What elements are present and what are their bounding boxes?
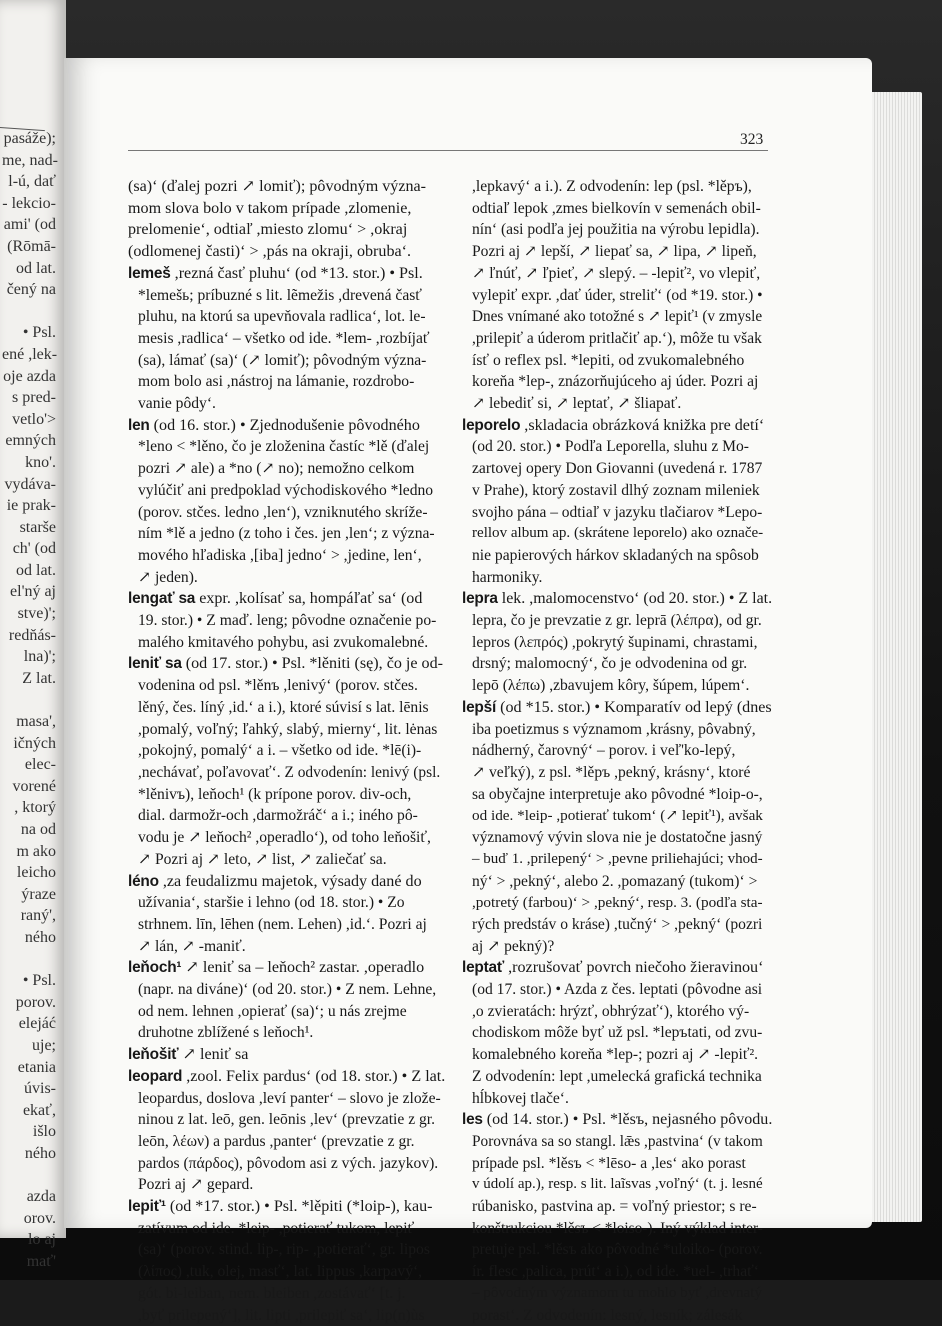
entry-text: zartovej opery Don Giovanni (uvedená r. 1787	[472, 460, 763, 478]
left-page-fragment: ekať,	[22, 1101, 56, 1119]
header-rule	[128, 150, 768, 151]
left-page-fragment	[2, 689, 62, 711]
text-line	[462, 285, 772, 307]
entry-text: (od *15. stor.) • Komparatív od lepý (dnes	[496, 698, 772, 716]
entry-text: iba poetizmus s významom ,krásny, pôvabný,	[472, 720, 756, 738]
text-line	[128, 697, 450, 719]
text-line	[128, 1022, 450, 1044]
entry-text: (sa)‘ (ďalej pozri ↗ lomiť); pôvodným význa-	[128, 178, 427, 195]
text-line	[128, 805, 450, 827]
left-page-fragment	[2, 949, 62, 971]
text-line	[462, 914, 772, 936]
text-line	[462, 892, 772, 914]
text-line	[462, 632, 772, 654]
text-line	[462, 1218, 772, 1240]
page-number: 323	[740, 131, 764, 148]
text-line	[462, 675, 772, 697]
text-line	[462, 328, 772, 350]
entry-text: lek. ,malomocenstvo‘ (od 20. stor.) • Z lat.	[497, 590, 773, 608]
entry-text: ný‘ > ,pekný‘, alebo 2. ,pomazaný (tukom)‘ >	[472, 872, 758, 890]
text-line	[462, 827, 772, 849]
text-line	[462, 371, 772, 393]
entry-text: komalebného koreňa *lep-; pozri aj ↗ -lepiť².	[472, 1046, 759, 1064]
text-line	[462, 979, 772, 1001]
entry-text: *lěnivъ), leňoch¹ (k prípone porov. div-och,	[138, 785, 412, 803]
text-line	[128, 502, 450, 524]
left-page-fragment: el'ný aj	[10, 583, 56, 601]
text-line	[462, 740, 772, 762]
text-line	[128, 415, 450, 437]
left-page-fragment: ie prak-	[6, 497, 56, 515]
entry-text: ním *lě a jedno (z toho i čes. jen ,len‘; z význa-	[138, 525, 435, 543]
entry-text: pardos (πάρδος), pôvodom asi z vých. jazykov).	[138, 1154, 439, 1172]
entry-text: vodu je ↗ leňoch² ,operadlo‘), od toho leňošiť,	[138, 829, 431, 847]
entry-text: ,za feudalizmu majetok, výsady dané do	[158, 872, 422, 890]
entry-text: ↗ ľnúť, ↗ ľpieť, ↗ slepý. – -lepiť², vo vlepiť,	[472, 264, 761, 282]
text-line	[128, 350, 450, 372]
text-line	[462, 393, 772, 415]
text-line	[462, 871, 772, 893]
text-line	[462, 198, 772, 220]
text-line	[128, 328, 450, 350]
text-line	[128, 198, 450, 220]
entry-text: ↗ leniť sa – leňoch² zastar. ,operadlo	[181, 959, 425, 977]
left-page-fragment: pasáže);	[3, 130, 56, 147]
text-line	[128, 545, 450, 567]
entry-headword: les	[462, 1111, 483, 1129]
left-page-fragment: stve)';	[17, 605, 56, 623]
text-line	[128, 1261, 450, 1283]
entry-text: (odlomenej časti)‘ > ,pás na okraji, obruba‘.	[128, 243, 412, 261]
entry-text: harmoniky.	[472, 568, 543, 586]
entry-text: odtiaľ lepok ,zmes bielkovín v semenách obil-	[472, 199, 761, 217]
text-line	[462, 350, 772, 372]
entry-text: Z odvodenín: lept ,umelecká grafická technika	[472, 1067, 762, 1085]
text-line	[462, 1066, 772, 1088]
text-line	[128, 762, 450, 784]
entry-headword: leňošiť	[128, 1046, 179, 1064]
entry-text: (λίπος) ,tuk, olej, masť‘, lat. lippus ,karpavý‘,	[138, 1263, 423, 1281]
text-line	[462, 1153, 772, 1175]
text-line	[128, 1196, 450, 1218]
text-line	[128, 1131, 450, 1153]
entry-text: konštrukciou *lěsъ < *loiso-). Iný výklad inter-	[472, 1219, 763, 1237]
entry-text: porast‘. Z odvodenín: lesný, lesník; zálesák	[472, 1306, 743, 1324]
text-line	[128, 632, 450, 654]
entry-text: významový vývin slova nie je dostatočne jasný	[472, 829, 763, 847]
left-column	[128, 176, 450, 1326]
entry-text: mom slova bolo v takom prípade ,zlomenie,	[128, 199, 412, 217]
text-line	[462, 1196, 772, 1218]
entry-text: od nem. lehnen ,opierať (sa)‘; u nás zrejme	[138, 1002, 407, 1020]
entry-text: druhotne zblížené s leňoch¹.	[138, 1024, 314, 1042]
entry-text: Dnes vnímané ako totožné s ↗ lepiť¹ (v zmysle	[472, 308, 763, 326]
left-page	[0, 0, 66, 1270]
left-page-fragment: ného	[24, 928, 56, 946]
text-line	[462, 1109, 772, 1131]
left-page-fragment: vetlo'>	[12, 410, 56, 428]
text-line	[128, 458, 450, 480]
entry-text: strhnem. līn, lēhen (nem. Lehen) ,id.‘. Pozri aj	[138, 915, 427, 933]
left-page-fragment: elejáć	[18, 1015, 56, 1033]
entry-text: nín‘ (asi podľa jej použitia na výrobu lepidla).	[472, 221, 760, 239]
text-line	[462, 1261, 772, 1283]
entry-text: leopardus, doslova ,leví panter‘ – slovo je zlože-	[138, 1089, 441, 1107]
left-page-fragment: elec-	[24, 756, 56, 774]
entry-text: *leno < *lěno, čo je zloženina častíc *lě (ďalej	[138, 438, 430, 456]
left-page-fragment: kno'.	[25, 453, 56, 471]
entry-text: sa obyčajne interpretuje ako pôvodné *loip-o-,	[472, 785, 763, 803]
left-page-fragment: orov.	[23, 1209, 56, 1227]
left-page-fragment: me, nad-	[2, 151, 58, 169]
entry-text: ↗ Pozri aj ↗ leto, ↗ list, ↗ zaliečať sa.	[138, 850, 387, 868]
entry-text: (porov. stčes. ledno ,len‘), vzniknutého skríže-	[138, 503, 428, 521]
text-line	[128, 653, 450, 675]
text-line	[462, 719, 772, 741]
entry-text: nie papierových hárkov skladaných na spôsob	[472, 546, 759, 564]
text-line	[462, 588, 772, 610]
text-line	[462, 502, 772, 524]
left-page-fragment: redňás-	[8, 626, 56, 644]
entry-text: pretuje psl. *lěsъ ako pôvodné *uloiko- (porov.	[472, 1241, 763, 1259]
entry-text: ,rozrušovať povrch niečoho žieravinou‘	[504, 959, 764, 977]
left-page-fragment: na od	[20, 821, 56, 838]
entry-text: ,skladacia obrázková knižka pre detí‘	[520, 416, 765, 434]
entry-text: gót. bi-leiban, nem. bleiben ,zostávať‘ [t. j.	[138, 1284, 406, 1302]
text-line	[462, 1022, 772, 1044]
entry-text: v údolí ap.), resp. s lit. laĩsvas ,voľný‘ (t. j. lesné	[472, 1176, 763, 1193]
text-line	[128, 892, 450, 914]
entry-text: – buď 1. ,prilepený‘ > ,pevne priliehajúci; vhod-	[472, 850, 763, 867]
text-line	[462, 1305, 772, 1326]
text-line	[128, 306, 450, 328]
left-page-fragment: od lat.	[16, 259, 56, 277]
entry-text: prípade psl. *lěsъ < *lēso- a ,les‘ ako porast	[472, 1154, 746, 1172]
entry-headword: lepší	[462, 698, 497, 716]
text-line	[462, 1044, 772, 1066]
left-page-fragment: - lekcio-	[2, 194, 56, 212]
entry-text: (napr. na diváne)‘ (od 20. stor.) • Z nem. Lehne,	[138, 981, 437, 999]
text-line	[128, 1218, 450, 1240]
text-line	[128, 784, 450, 806]
left-page-fragment: masa',	[16, 713, 56, 731]
left-page-fragment: , ktorý	[14, 799, 56, 817]
text-line	[462, 523, 772, 545]
left-page-fragment	[2, 301, 62, 323]
entry-text: 19. stor.) • Z maď. leng; pôvodne označenie po-	[138, 612, 437, 630]
entry-headword: lepiť¹	[128, 1198, 166, 1216]
right-column	[462, 176, 772, 1326]
left-page-text	[2, 128, 62, 1272]
left-page-fragment: ami' (od	[3, 216, 56, 234]
entry-text: – pôvodným významom tu mohlo byť ,drevnatý	[472, 1284, 762, 1301]
text-line	[128, 176, 450, 198]
text-line	[128, 1001, 450, 1023]
text-line	[128, 610, 450, 632]
text-line	[462, 436, 772, 458]
left-page-fragment: úvis-	[24, 1080, 56, 1098]
left-page-fragment	[2, 1165, 62, 1187]
entry-text: ,rezná časť pluhu‘ (od *13. stor.) • Psl.	[170, 264, 423, 282]
left-page-fragment: ené ,lek-	[2, 345, 58, 363]
text-line	[128, 1109, 450, 1131]
left-page-fragment: čený na	[6, 281, 56, 299]
text-line	[462, 241, 772, 263]
left-page-fragment: ného	[24, 1144, 56, 1162]
text-line	[462, 480, 772, 502]
entry-text: prelomenie‘, odtiaľ ,miesto zlomu‘ > ,okraj	[128, 221, 408, 239]
entry-text: ,nechávať, poľavovať‘. Z odvodenín: lenivý (psl.	[138, 763, 441, 781]
entry-text: ninou z lat. leō, gen. leōnis ,lev‘ (prevzatie z gr.	[138, 1111, 436, 1129]
text-line	[128, 1153, 450, 1175]
entry-text: (od 16. stor.) • Zjednodušenie pôvodného	[149, 416, 420, 434]
text-line	[128, 241, 450, 263]
text-line	[462, 1001, 772, 1023]
left-page-fragment: • Psl.	[22, 972, 56, 990]
text-line	[128, 371, 450, 393]
entry-text: lepō (λέπω) ,zbavujem kôry, šúpem, lúpem‘.	[472, 677, 750, 695]
text-line	[462, 176, 772, 198]
text-line	[128, 740, 450, 762]
entry-text: pluhu, na ktorú sa upevňovala radlica‘, lot. le-	[138, 308, 426, 326]
text-line	[128, 849, 450, 871]
text-line	[128, 719, 450, 741]
entry-text: ↗ veľký), z psl. *lěpъ ,pekný, krásny‘, ktoré	[472, 763, 751, 781]
text-line	[128, 219, 450, 241]
entry-headword: leptať	[462, 959, 505, 977]
text-line	[462, 263, 772, 285]
entry-text: leōn, λέων) a pardus ,panter‘ (prevzatie z gr.	[138, 1132, 415, 1150]
entry-text: Pozri aj ↗ gepard.	[138, 1176, 254, 1194]
left-page-fragment: oje azda	[3, 367, 56, 385]
text-line	[128, 436, 450, 458]
entry-text: *lemešь; príbuzné s lit. lẽmežis ,drevená časť	[138, 286, 422, 304]
left-page-fragment: ch' (od	[12, 540, 56, 558]
entry-text: lěný, čes. líný ,id.‘ a i.), ktoré súvisí s lat. lēnis	[138, 698, 429, 716]
entry-text: nádherný, čarovný‘ – porov. i veľ'ko-lepý,	[472, 742, 736, 760]
text-line	[462, 567, 772, 589]
text-line	[462, 1131, 772, 1153]
entry-text: ↗ jeden).	[138, 568, 198, 586]
entry-headword: lemeš	[128, 264, 171, 282]
entry-headword: len	[128, 416, 150, 434]
entry-text: rellov album ap. (skrátene leporelo) ako označe-	[472, 525, 764, 542]
left-page-fragment: lo aj	[28, 1231, 56, 1249]
left-page-fragment: etania	[17, 1058, 56, 1076]
text-line	[462, 1174, 772, 1196]
text-line	[462, 697, 772, 719]
entry-headword: leniť sa	[128, 655, 182, 673]
text-line	[128, 871, 450, 893]
entry-text: (sa)‘ (porov. stind. lip-, rip- ,potierať‘, gr. lipos	[138, 1241, 430, 1259]
text-line	[462, 849, 772, 871]
left-page-fragment: vydáva-	[4, 475, 56, 493]
text-line	[462, 1239, 772, 1261]
entry-headword: leopard	[128, 1067, 183, 1085]
left-page-fragment: azda	[26, 1188, 56, 1206]
text-line	[462, 936, 772, 958]
left-page-fragment: ýraze	[21, 885, 56, 903]
entry-text: (od 14. stor.) • Psl. *lěsъ, nejasného pôvodu.	[482, 1111, 773, 1129]
entry-text: Pozri aj ↗ lepší, ↗ liepať sa, ↗ lipa, ↗ lipeň,	[472, 243, 757, 261]
left-page-fragment: Z lat.	[22, 669, 56, 687]
entry-headword: leporelo	[462, 416, 521, 434]
entry-text: aj ↗ pekný)?	[472, 937, 555, 955]
entry-headword: léno	[128, 872, 159, 890]
text-line	[462, 545, 772, 567]
entry-text: vodenina od psl. *lěnъ ,lenivý‘ (porov. stčes.	[138, 677, 418, 695]
entry-text: rých predstáv o kráse) ,tučný‘ > ,pekný‘ (pozri	[472, 915, 763, 933]
left-page-fragment: od lat.	[16, 561, 56, 579]
entry-text: ír. flesc ,palica, prút‘ a i.), od ide. *uel- ,trhať‘	[472, 1263, 759, 1281]
left-page-fragment: starše	[19, 518, 56, 536]
text-line	[462, 1088, 772, 1110]
left-page-fragment: s pred-	[12, 389, 56, 407]
entry-text: svojho pána – odtiaľ v jazyku tlačiarov *Lepo-	[472, 503, 763, 521]
text-line	[128, 1044, 450, 1066]
entry-text: drsný; malomocný‘, čo je odvodenina od gr.	[472, 655, 748, 673]
entry-text: koreňa *lep-, znázorňujúceho aj úder. Pozri aj	[472, 373, 759, 391]
text-line	[462, 219, 772, 241]
entry-text: Porovnáva sa so stangl. lǣs ,pastvina‘ (v takom	[472, 1132, 763, 1150]
left-page-fragment: m ako	[16, 842, 56, 860]
entry-text: vanie pôdy‘.	[138, 395, 216, 413]
entry-text: zatívum od ide. *leip- ,potierať tukom, lepiť	[138, 1219, 415, 1237]
entry-text: chodiskom môže byť už psl. *lepъtati, od zvu-	[472, 1024, 763, 1042]
left-page-fragment: (Rōmā-	[7, 237, 56, 255]
text-line	[128, 827, 450, 849]
entry-text: ,byť prilepený‘], lit. lipti ,prilepiť sa‘, lip(n)ùs	[138, 1306, 425, 1324]
text-line	[128, 675, 450, 697]
left-page-fragment: vorené	[12, 777, 56, 795]
entry-text: ,zool. Felix pardus‘ (od 18. stor.) • Z lat.	[182, 1067, 446, 1085]
entry-text: expr. ,kolísať sa, hompáľať sa‘ (od	[195, 590, 423, 608]
entry-text: ísť o reflex psl. *lepiti, od zvukomalebného	[472, 351, 745, 369]
text-line	[462, 610, 772, 632]
left-page-fragment: emných	[5, 432, 56, 450]
text-line	[462, 458, 772, 480]
entry-text: ↗ lebediť si, ↗ leptať, ↗ šliapať.	[472, 395, 682, 413]
text-line	[128, 914, 450, 936]
entry-headword: leňoch¹	[128, 959, 182, 977]
entry-text: rúbanisko, pastvina ap. = voľný priestor; s re-	[472, 1198, 757, 1216]
text-line	[128, 936, 450, 958]
entry-text: ,lepkavý‘ a i.). Z odvodenín: lep (psl. *lěpъ),	[472, 178, 752, 195]
entry-text: ,prilepiť a úderom pritlačiť ap.‘), môže tu však	[472, 329, 762, 347]
entry-text: lepra, čo je prevzatie z gr. leprā (λέπρα), od gr.	[472, 612, 762, 630]
text-line	[128, 957, 450, 979]
text-line	[462, 957, 772, 979]
text-line	[128, 567, 450, 589]
text-line	[128, 588, 450, 610]
text-line	[462, 762, 772, 784]
entry-text: ,pomalý, voľný; ľahký, slabý, mierny‘, lit. lėnas	[138, 720, 438, 738]
entry-text: (sa), lámať (sa)‘ (↗ lomiť); pôvodným význa-	[138, 351, 427, 369]
text-line	[128, 1174, 450, 1196]
entry-text: pozri ↗ ale) a *no (↗ no); nemožno celkom	[138, 460, 415, 478]
entry-text: ,potretý (farbou)‘ > ,pekný‘, resp. 3. (podľa sta-	[472, 894, 763, 912]
entry-text: (od *17. stor.) • Psl. *lěpiti (*loip-), kau-	[165, 1198, 433, 1216]
entry-text: vylepiť expr. ,dať úder, streliť‘ (od *19. stor.) •	[472, 286, 763, 304]
left-page-fragment: ičných	[13, 734, 56, 752]
entry-text: mom bolo asi ,nástroj na lámanie, rozdrobo-	[138, 373, 415, 391]
text-line	[462, 415, 772, 437]
text-line	[128, 1066, 450, 1088]
text-line	[462, 1283, 772, 1305]
entry-text: ↗ leniť sa	[178, 1046, 249, 1064]
text-line	[462, 784, 772, 806]
entry-text: v Prahe), ktorý zostavil dlhý zoznam mileniek	[472, 481, 760, 499]
text-line	[128, 1305, 450, 1326]
left-page-fragment: lna)';	[23, 648, 56, 666]
left-page-fragment: • Psl.	[22, 324, 56, 342]
text-line	[128, 263, 450, 285]
entry-text: od ide. *leip- ,potierať tukom‘ (↗ lepiť¹), avšak	[472, 807, 763, 825]
left-page-fragment: porov.	[15, 993, 56, 1011]
entry-text: ↗ lán, ↗ -maniť.	[138, 937, 246, 955]
entry-text: dial. darmožr-och ,darmožráč‘ a i.; iného pô-	[138, 807, 418, 825]
entry-text: lepros (λεπρός) ,pokrytý šupinami, chrastami,	[472, 633, 758, 651]
entry-text: užívania‘, staršie i lehno (od 18. stor.) • Zo	[138, 894, 405, 912]
text-line	[128, 480, 450, 502]
left-page-fragment: raný',	[20, 907, 56, 925]
text-line	[128, 1239, 450, 1261]
text-line	[128, 523, 450, 545]
text-line	[128, 979, 450, 1001]
left-page-fragment: mať'	[26, 1252, 56, 1270]
text-line	[128, 1283, 450, 1305]
text-line	[128, 1088, 450, 1110]
text-line	[462, 805, 772, 827]
entry-text: (od 17. stor.) • Psl. *lěniti (sę), čo je od-	[181, 655, 443, 673]
left-page-fragment: išlo	[32, 1123, 56, 1141]
left-page-fragment: uje;	[32, 1036, 56, 1054]
entry-headword: lepra	[462, 590, 498, 608]
entry-text: ,pokojný, pomalý‘ a i. – všetko od ide. *lē(i)-	[138, 742, 422, 760]
text-line	[128, 285, 450, 307]
text-line	[462, 653, 772, 675]
entry-headword: lengať sa	[128, 590, 196, 608]
entry-text: vylúčiť ani predpoklad východiskového *ledno	[138, 481, 434, 499]
entry-text: hĺbkovej tlače‘.	[472, 1089, 569, 1107]
entry-text: (od 20. stor.) • Podľa Leporella, sluhu z Mo-	[472, 438, 749, 456]
text-line	[462, 306, 772, 328]
entry-text: mesis ,radlica‘ – všetko od ide. *lem- ,rozbíjať	[138, 329, 430, 347]
entry-text: ,o zvieratách: hrýzť, obhrýzať‘), ktorého vý-	[472, 1002, 750, 1020]
entry-text: (od 17. stor.) • Azda z čes. leptati (pôvodne asi	[472, 981, 763, 999]
left-page-fragment: l-ú, dať	[8, 173, 56, 191]
left-page-fragment: leicho	[16, 864, 56, 882]
entry-text: malého kmitavého pohybu, asi zvukomalebné.	[138, 633, 429, 651]
entry-text: mového hľadiska ,[iba] jedno‘ > ,jedine, len‘,	[138, 546, 422, 564]
text-line	[128, 393, 450, 415]
